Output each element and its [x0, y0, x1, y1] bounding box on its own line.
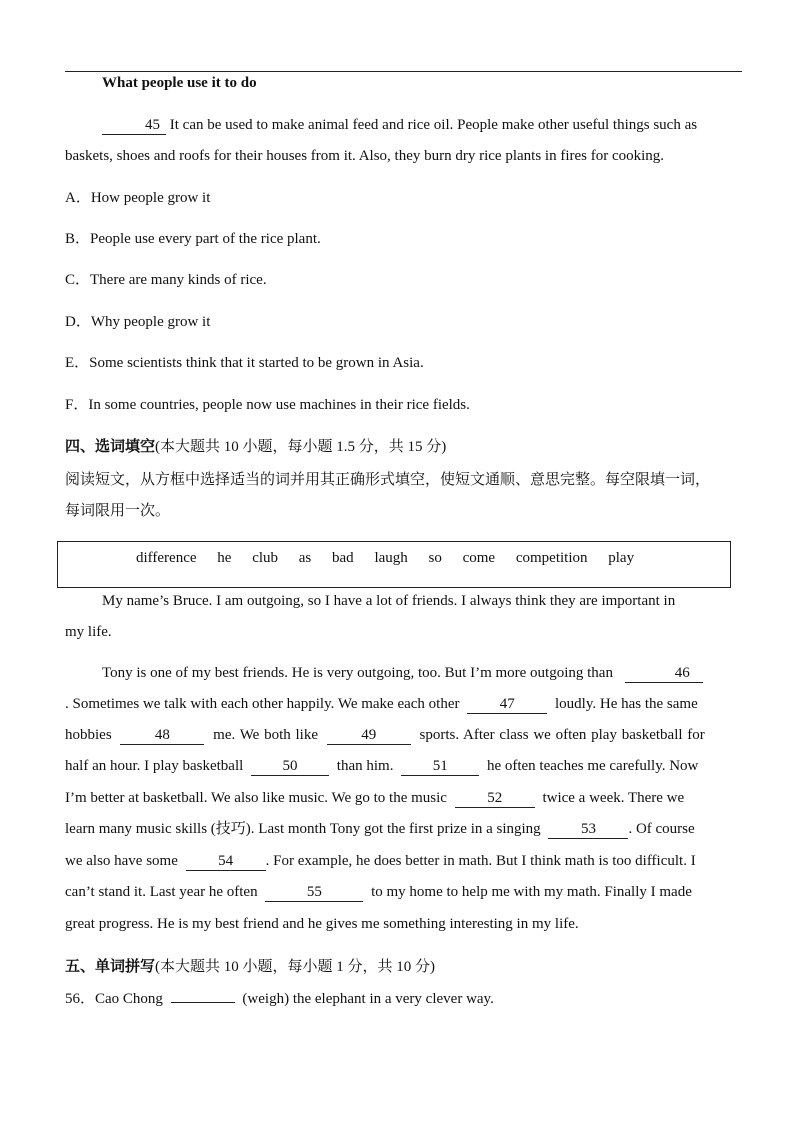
passage-text: Tony is one of my best friends. He is very outgoing, too. But I’m more outgoing than — [102, 665, 613, 681]
passage-line — [65, 689, 742, 720]
answer-blank-48[interactable]: 48 — [120, 726, 204, 745]
answer-blank-50[interactable]: 50 — [251, 757, 329, 776]
passage-text: learn many music skills (技巧). Last month Tony got the first prize in a singing — [65, 821, 541, 837]
passage-text: he often teaches me carefully. Now — [486, 758, 699, 774]
question-45-text-2: baskets, shoes and roofs for their houses from it. Also, they burn dry rice plants in fires for cooking. — [65, 148, 665, 164]
section-4-note: (本大题共 10 小题，每小题 1.5 分，共 15 分) — [155, 439, 447, 455]
passage-line — [65, 751, 742, 782]
word-club: club — [252, 550, 279, 566]
section-5-title — [65, 956, 435, 978]
section-4-heading: 四、选词填空 — [65, 439, 156, 455]
word-come: come — [462, 550, 496, 566]
question-56 — [65, 988, 494, 1010]
header-rule — [65, 71, 742, 72]
section-5-note: (本大题共 10 小题，每小题 1 分，共 10 分) — [155, 959, 436, 975]
question-45 — [65, 110, 742, 141]
question-45-continued — [65, 141, 742, 172]
passage-text: can’t stand it. Last year he often — [65, 884, 258, 900]
word-as: as — [298, 550, 312, 566]
passage-text: loudly. He has the same — [555, 696, 698, 712]
answer-blank-53[interactable]: 53 — [548, 820, 628, 839]
word-bad: bad — [332, 550, 354, 566]
answer-blank-55[interactable]: 55 — [265, 883, 363, 902]
word-list — [136, 548, 651, 568]
passage-text: to my home to help me with my math. Finally I made — [371, 884, 692, 900]
word-laugh: laugh — [374, 550, 408, 566]
passage-p1-line1: My name’s Bruce. I am outgoing, so I have a lot of friends. I always think they are important in — [102, 593, 676, 609]
passage-line — [65, 814, 742, 845]
passage-text: twice a week. There we — [542, 790, 685, 806]
word-so: so — [428, 550, 442, 566]
passage-line — [65, 658, 742, 689]
passage-text: great progress. He is my best friend and he gives me something interesting in my life. — [65, 916, 579, 932]
passage-text: . Of course — [628, 821, 695, 837]
passage-text: sports. After class we often play basketball for — [419, 727, 705, 743]
passage-text: . Sometimes we talk with each other happily. We make each other — [65, 696, 460, 712]
passage-text: I’m better at basketball. We also like music. We go to the music — [65, 790, 447, 806]
section-5-heading: 五、单词拼写 — [65, 959, 156, 975]
passage-line — [65, 783, 742, 814]
passage-text: me. We both like — [213, 727, 319, 743]
answer-blank-54[interactable]: 54 — [186, 852, 266, 871]
question-56-text: 56．Cao Chong — [65, 991, 163, 1007]
question-45-text: It can be used to make animal feed and rice oil. People make other useful things such as — [169, 117, 698, 133]
passage-text: than him. — [336, 758, 394, 774]
answer-blank-56[interactable] — [171, 1002, 235, 1003]
word-he: he — [217, 550, 232, 566]
answer-blank-46[interactable]: 46 — [625, 664, 703, 683]
passage-paragraph-1-end — [65, 617, 742, 648]
passage-line — [65, 720, 742, 751]
passage-text: hobbies — [65, 727, 112, 743]
answer-blank-52[interactable]: 52 — [455, 789, 535, 808]
section-4-instructions: 阅读短文，从方框中选择适当的词并用其正确形式填空，使短文通顺、意思完整。每空限填一词， — [65, 472, 711, 488]
option-e: E．Some scientists think that it started to be grown in Asia. — [65, 355, 424, 371]
passage-text: . For example, he does better in math. But I think math is too difficult. I — [265, 853, 696, 869]
passage-text: we also have some — [65, 853, 178, 869]
section-4-title — [65, 436, 446, 458]
answer-blank-45[interactable]: 45 — [102, 116, 166, 135]
passage-line — [65, 846, 742, 877]
answer-blank-51[interactable]: 51 — [401, 757, 479, 776]
option-b: B．People use every part of the rice plant. — [65, 231, 321, 247]
word-competition: competition — [515, 550, 588, 566]
passage-line — [65, 909, 742, 940]
passage-p1-line2: my life. — [65, 624, 112, 640]
word-difference: difference — [136, 550, 197, 566]
option-d: D．Why people grow it — [65, 314, 211, 330]
passage-paragraph-1 — [65, 586, 742, 617]
word-play: play — [608, 550, 635, 566]
option-c: C．There are many kinds of rice. — [65, 272, 267, 288]
option-f: F．In some countries, people now use machines in their rice fields. — [65, 397, 470, 413]
section-heading: What people use it to do — [102, 75, 257, 91]
answer-blank-47[interactable]: 47 — [467, 695, 547, 714]
option-a: A．How people grow it — [65, 190, 211, 206]
answer-blank-49[interactable]: 49 — [327, 726, 411, 745]
passage-line — [65, 877, 742, 908]
passage-text: half an hour. I play basketball — [65, 758, 244, 774]
section-4-instructions-2: 每词限用一次。 — [65, 503, 171, 519]
question-56-text-2: (weigh) the elephant in a very clever way. — [242, 991, 494, 1007]
